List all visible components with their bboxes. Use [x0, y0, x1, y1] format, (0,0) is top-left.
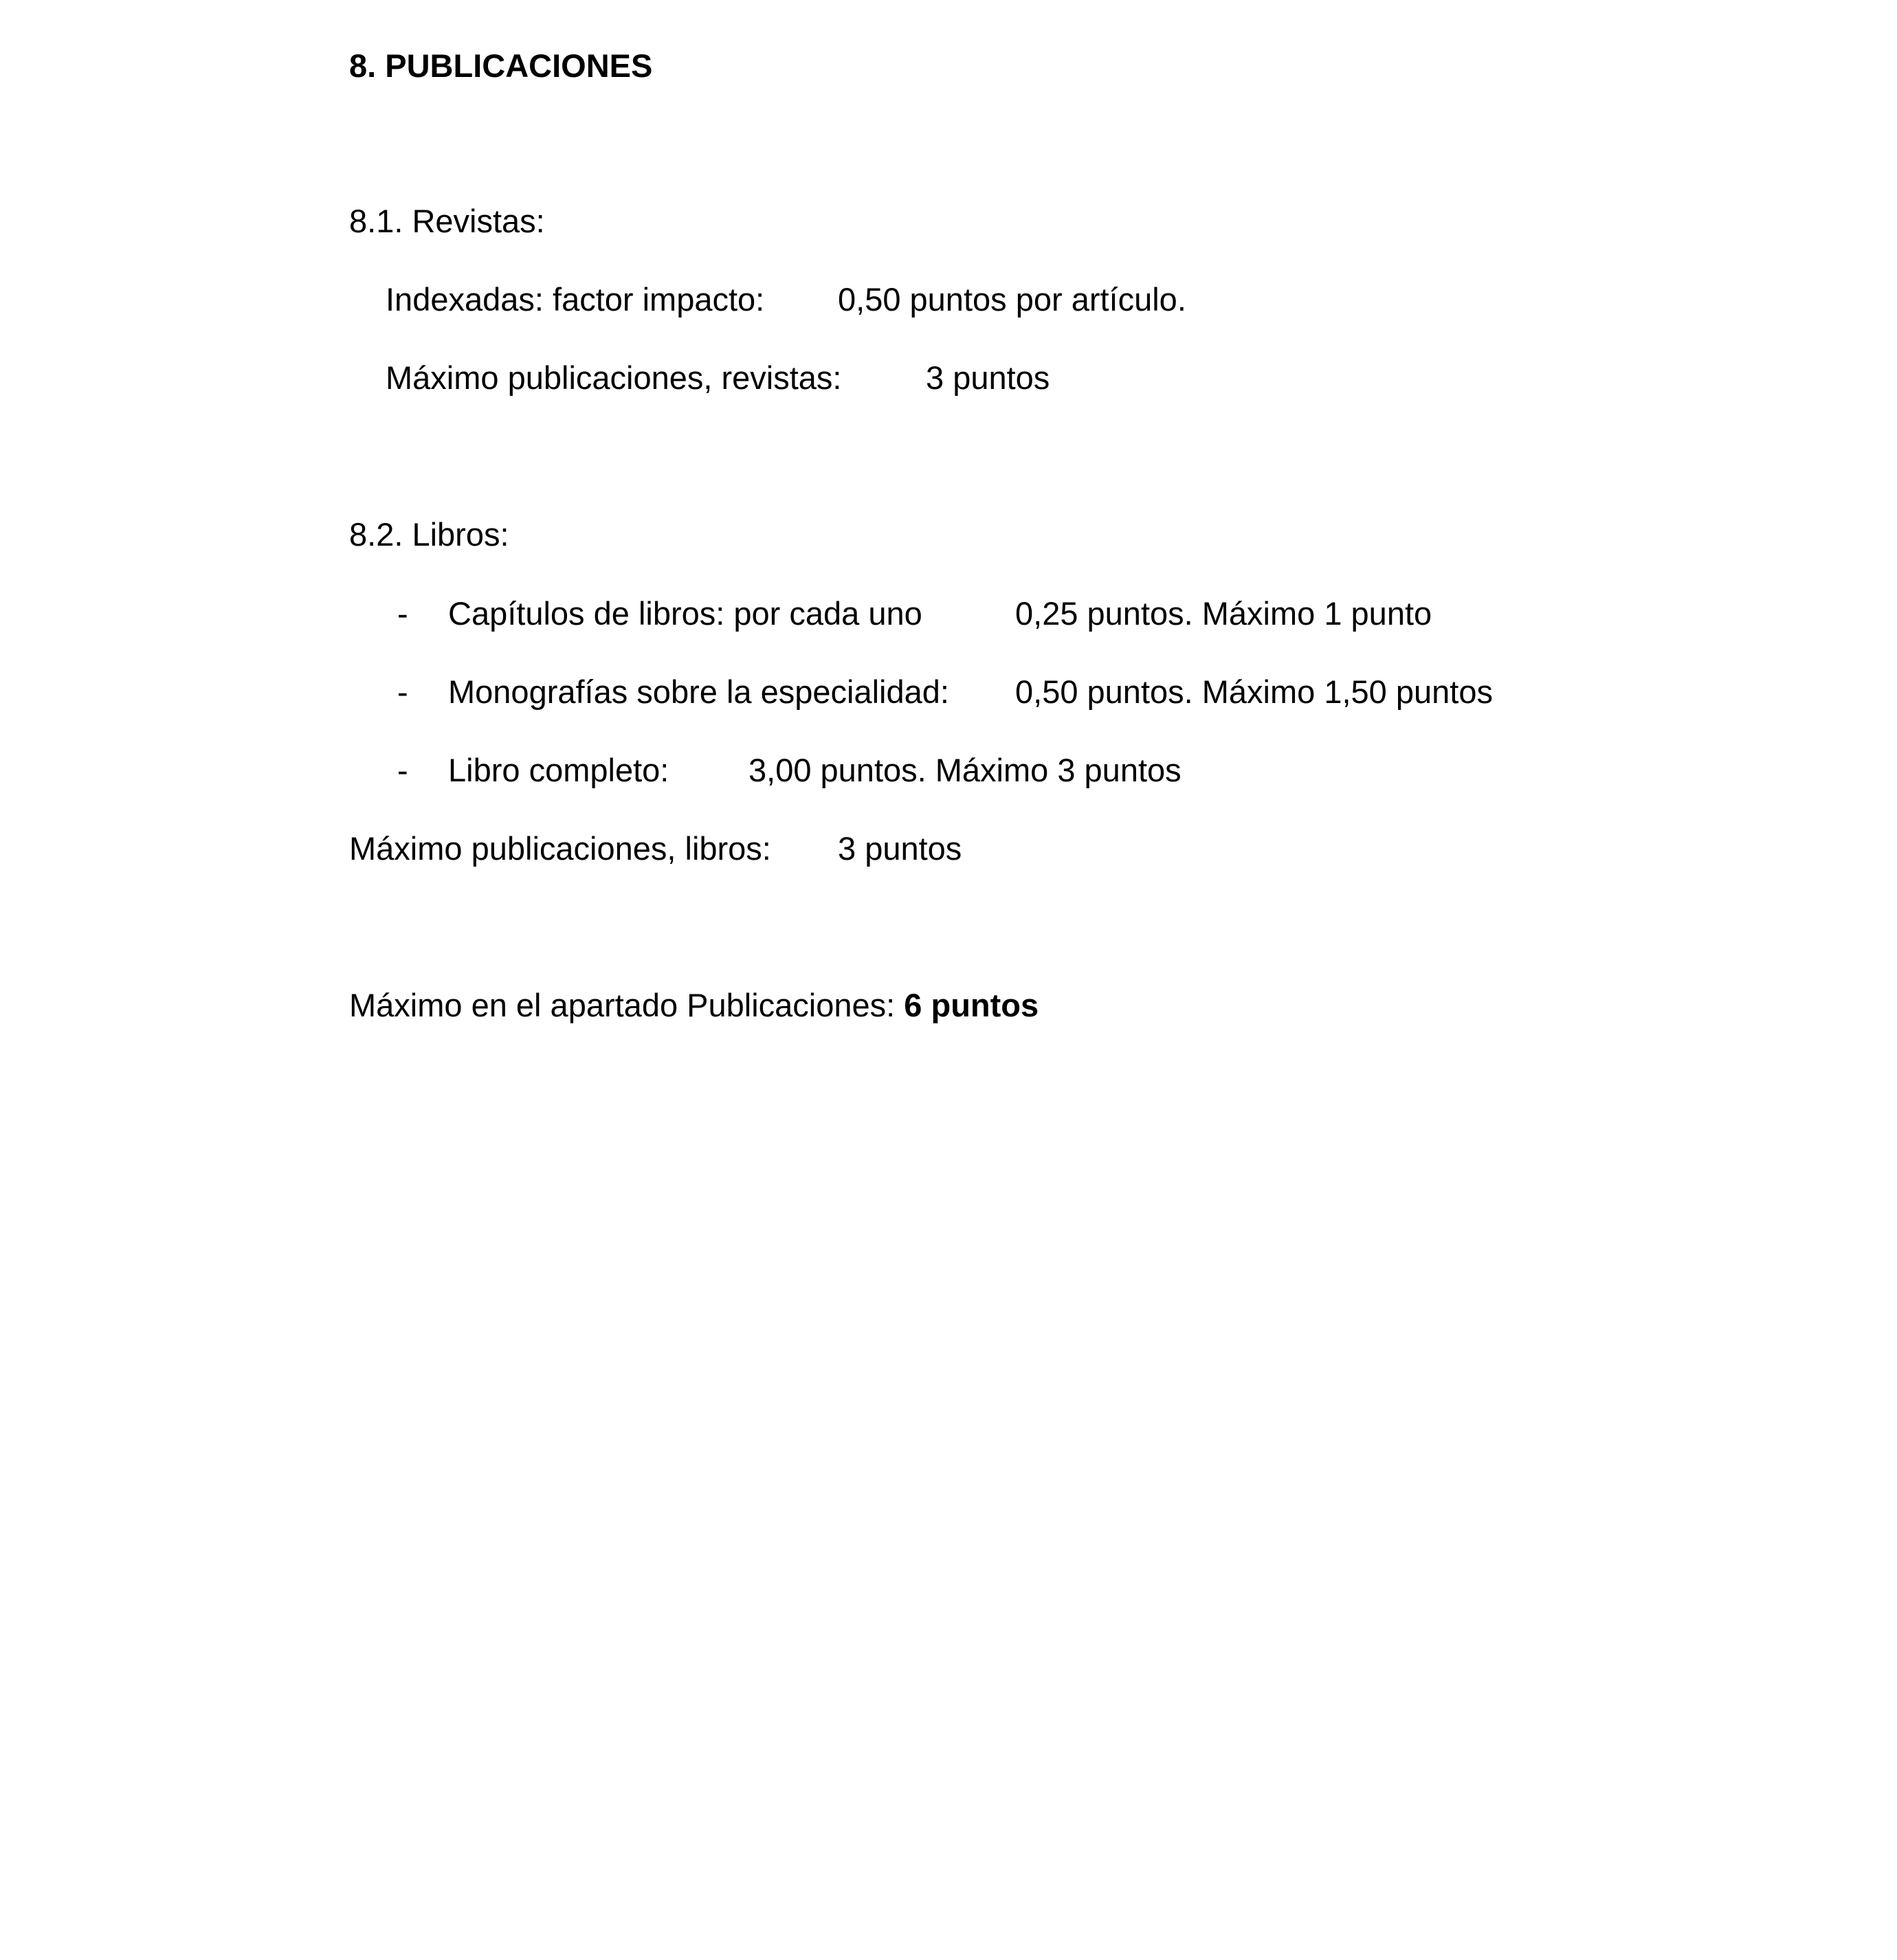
list-item-bullet: -	[397, 673, 408, 710]
capitulos-label: Capítulos de libros: por cada uno	[448, 595, 922, 632]
list-item-bullet: -	[397, 595, 408, 632]
list-item-bullet: -	[397, 752, 408, 788]
libros-max-label: Máximo publicaciones, libros:	[349, 830, 771, 867]
libro-completo-label: Libro completo:	[448, 752, 669, 788]
revistas-title: 8.1. Revistas:	[349, 203, 545, 239]
monografias-value: 0,50 puntos. Máximo 1,50 puntos	[1015, 673, 1493, 710]
revistas-max-label: Máximo publicaciones, revistas:	[386, 359, 842, 396]
indexadas-value: 0,50 puntos por artículo.	[838, 281, 1186, 318]
libros-title: 8.2. Libros:	[349, 516, 509, 553]
indexadas-label: Indexadas: factor impacto:	[386, 281, 765, 318]
capitulos-value: 0,25 puntos. Máximo 1 punto	[1015, 595, 1432, 632]
total-label: Máximo en el apartado Publicaciones:	[349, 987, 905, 1023]
total-line	[349, 989, 1039, 1021]
revistas-max-value: 3 puntos	[926, 359, 1050, 396]
total-value: 6 puntos	[904, 987, 1039, 1023]
libros-max-value: 3 puntos	[838, 830, 962, 867]
libro-completo-value: 3,00 puntos. Máximo 3 puntos	[748, 752, 1182, 788]
section-heading: 8. PUBLICACIONES	[349, 47, 653, 84]
monografias-label: Monografías sobre la especialidad:	[448, 673, 949, 710]
